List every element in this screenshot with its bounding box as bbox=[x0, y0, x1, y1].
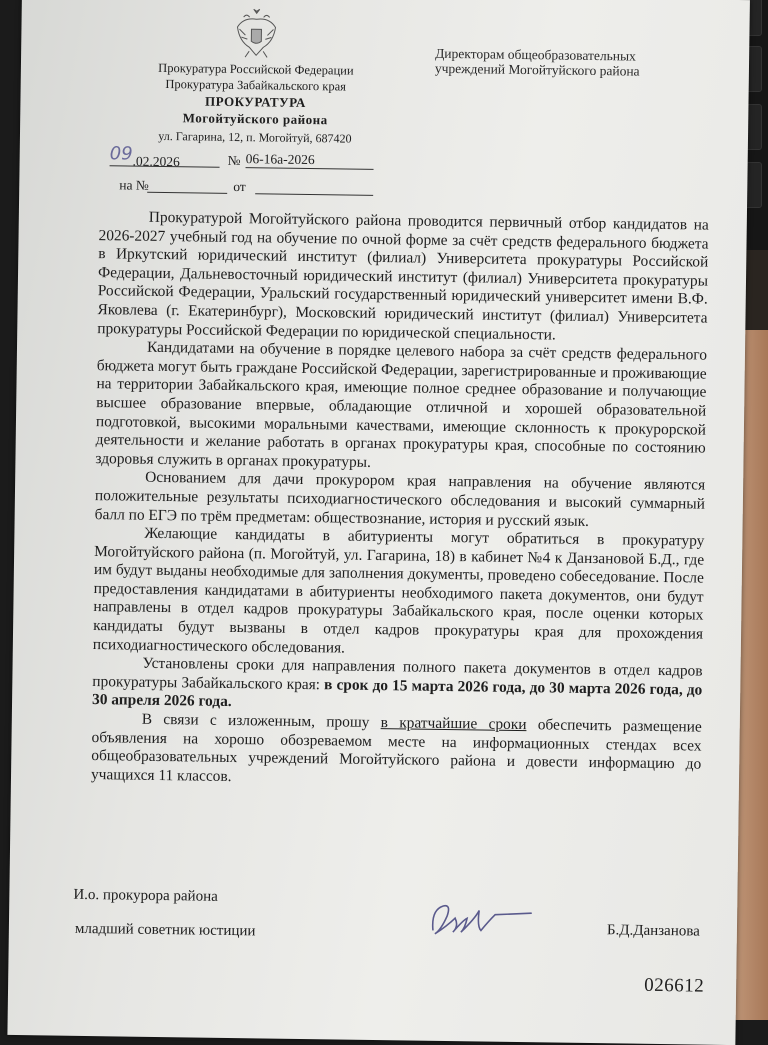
signer-name: Б.Д.Данзанова bbox=[606, 922, 700, 940]
ref-label: на № bbox=[119, 177, 149, 193]
paragraph-3: Основанием для дачи прокурором края направления на обучение являются положительные результаты психодиагностического обследования и высокий суммарный балл по ЕГЭ по трём предметам: обществознание, история и русский язык. bbox=[94, 469, 706, 530]
paragraph-6-text: В связи с изложенным, прошу bbox=[141, 710, 381, 732]
letter-sheet bbox=[7, 0, 750, 1045]
org-subtitle: Могойтуйского района bbox=[182, 110, 328, 128]
number-value: 06-16а-2026 bbox=[246, 151, 374, 170]
paragraph-6 bbox=[91, 710, 702, 793]
date-field bbox=[109, 143, 220, 170]
date-text: .02.2026 bbox=[132, 153, 180, 170]
ref-number-line bbox=[147, 176, 227, 194]
deadlines: в срок до 15 марта 2026 года, до 30 марта 2026 года, до 30 апреля 2026 года. bbox=[91, 676, 703, 711]
org-address: ул. Гагарина, 12, п. Могойтуй, 687420 bbox=[158, 128, 352, 146]
signer-rank: младший советник юстиции bbox=[74, 920, 256, 940]
number-label: № bbox=[227, 152, 241, 169]
serial-number: 026612 bbox=[644, 974, 705, 997]
paragraph-5 bbox=[92, 654, 703, 718]
paragraph-5-text: Установлены сроки для направления полного пакета документов в отдел кадров прокуратуры Забайкальского края: bbox=[92, 655, 703, 694]
addressee: Директорам общеобразовательных учреждений Могойтуйского района bbox=[434, 45, 640, 79]
handwritten-day: 09 bbox=[109, 143, 133, 165]
handwritten-signature bbox=[425, 896, 536, 948]
urgent-phrase: в кратчайшие сроки bbox=[380, 714, 527, 734]
paragraph-2: Кандидатами на обучение в порядке целевого набора за счёт средств федерального бюджета могут быть граждане Российской Федерации, зарегистрированные и проживающие на территории Забайкальского края, имеющие полное среднее образование и получающие высшее образование впервые, обладающие отличной и хорошей образовательной подготовкой, высокими моральными качествами, имеющие склонность к прокурорской деятельности и желание работать в органах прокуратуры края, способные по состоянию здоровья служить в органах прокуратуры. bbox=[95, 338, 708, 471]
paragraph-1: Прокуратурой Могойтуйского района проводится первичный отбор кандидатов на 2026-2027 учебный год на обучение по очной форме за счёт средств федерального бюджета в Иркутский юридический институт (филиал) Университета прокуратуры Российской Федерации, Дальневосточный юридический институт (филиал) Университета прокуратуры Российской Федерации, Уральский государственный юридический университет имени В.Ф. Яковлева (г. Екатеринбург), Московский юридический институт (филиал) Университета прокуратуры Российской Федерации по юридической специальности. bbox=[97, 208, 709, 344]
org-line-1: Прокуратура Российской Федерации bbox=[158, 60, 354, 78]
coat-of-arms-icon bbox=[231, 7, 282, 60]
org-line-2: Прокуратура Забайкальского края bbox=[165, 77, 347, 94]
paragraph-6-end: обеспечить размещение объявления на хорошо обозреваемом месте на информационных стендах всех общеобразовательных учреждений Могойтуйского района и довести информацию до учащихся 11 классов. bbox=[90, 716, 702, 785]
ref-date-line bbox=[255, 177, 373, 196]
signer-position: И.о. прокурора района bbox=[73, 886, 218, 905]
paragraph-4: Желающие кандидаты в абитуриенты могут обратиться в прокуратуру Могойтуйского района (п. Могойтуй, ул. Гагарина, 18) в кабинет №4 к Данзановой Б.Д., где им будут выданы необходимые для заполнения документы, проведено собеседование. После предоставления кандидатами в абитуриенты необходимого пакета документов, они будут направлены в отдел кадров прокуратуры Забайкальского края, после оценки которых кандидаты будут вызваны в отдел кадров прокуратуры края для прохождения психодиагностического обследования. bbox=[92, 524, 705, 657]
ref-from-label: от bbox=[233, 178, 246, 195]
letter-body bbox=[91, 208, 709, 793]
org-title: ПРОКУРАТУРА bbox=[205, 93, 306, 110]
number-field bbox=[246, 151, 374, 170]
